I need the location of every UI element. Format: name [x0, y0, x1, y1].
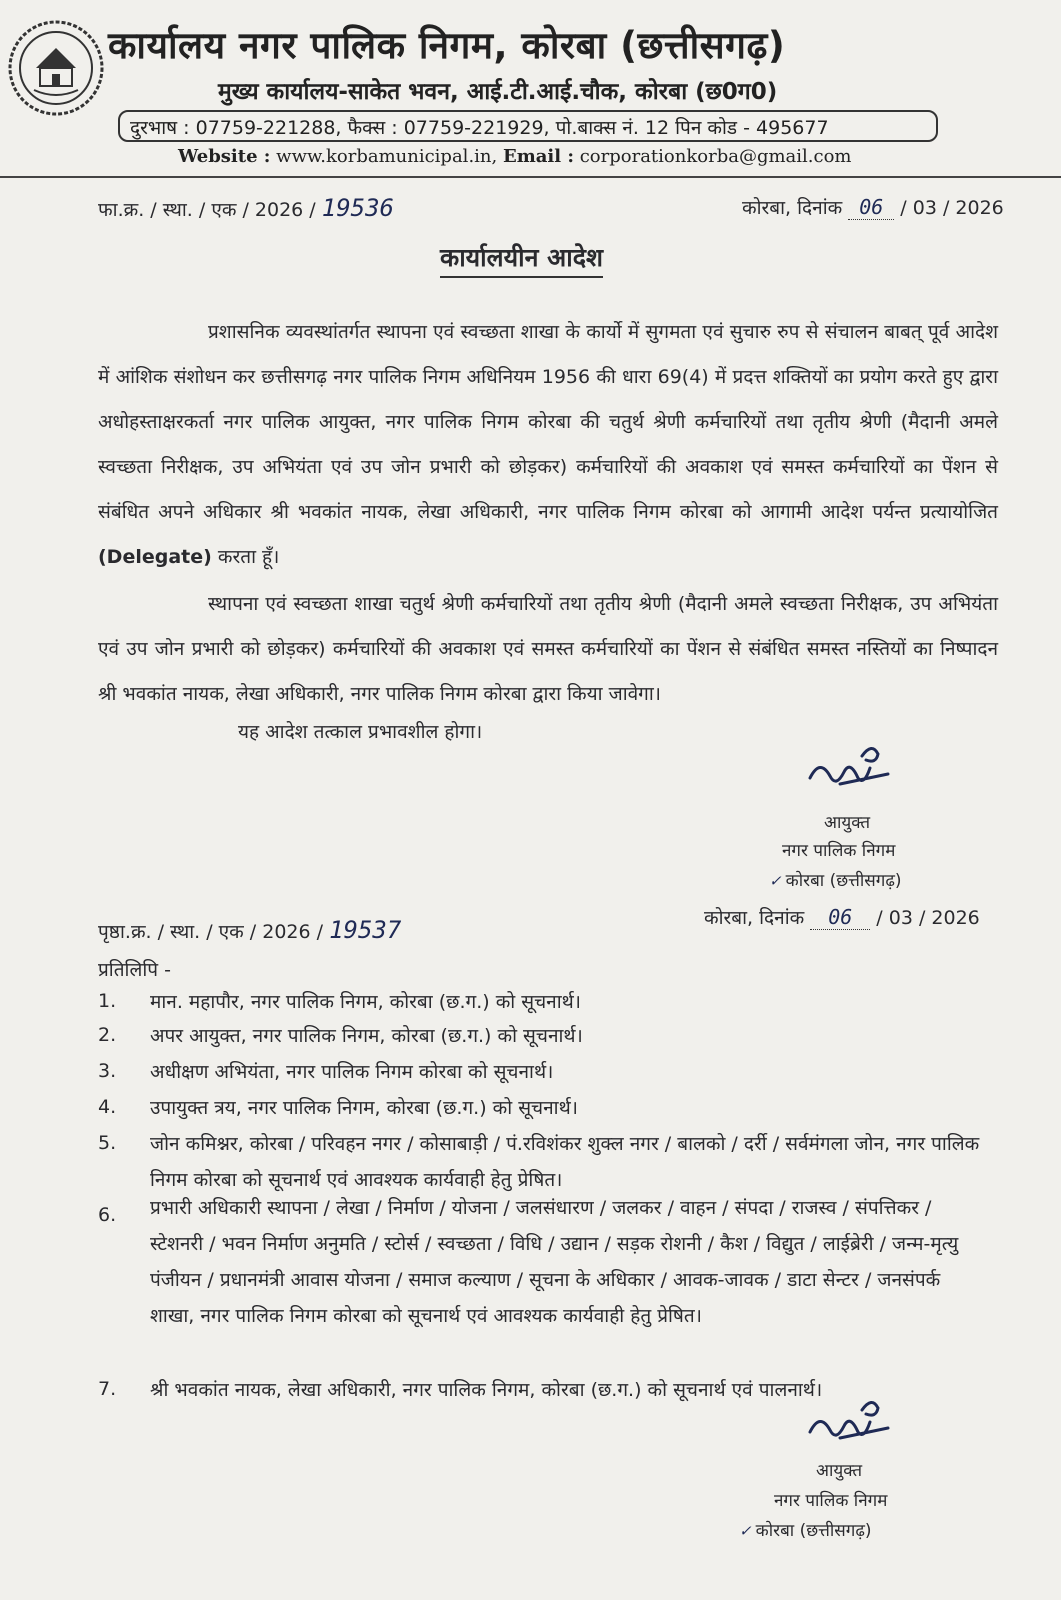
- endorsement-date-day-handwritten: 06: [810, 905, 870, 930]
- signature-designation: आयुक्त: [816, 1461, 863, 1481]
- date-prefix: कोरबा, दिनांक: [742, 197, 843, 219]
- email-link[interactable]: corporationkorba@gmail.com: [579, 146, 852, 167]
- order-paragraph-2: स्थापना एवं स्वच्छता शाखा चतुर्थ श्रेणी कर्मचारियों तथा तृतीय श्रेणी (मैदानी अमले स्वच्छता निरीक्षक, उप अभियंता एवं उप जोन प्रभारी को छोड़कर) कर्मचारियों की अवकाश एवं समस्त कर्मचारियों का पेंशन से संबंधित समस्त नस्तियों का निष्पादन श्री भवकांत नायक, लेखा अधिकारी, नगर पालिक निगम कोरबा द्वारा किया जावेगा।: [98, 593, 998, 705]
- copy-item-text: उपायुक्त त्रय, नगर पालिक निगम, कोरबा (छ.ग.) को सूचनार्थ।: [150, 1097, 578, 1119]
- date-day-handwritten: 06: [848, 195, 894, 220]
- order-paragraph-1: [98, 310, 998, 580]
- order-effect-statement: यह आदेश तत्काल प्रभावशील होगा।: [238, 721, 483, 743]
- copy-heading: प्रतिलिपि -: [98, 959, 171, 981]
- copy-item-number: 4.: [98, 1096, 117, 1118]
- website-link[interactable]: www.korbamunicipal.in,: [276, 146, 498, 167]
- paragraph-1-end: करता हूँ।: [217, 546, 280, 568]
- copy-item-number: 6.: [98, 1204, 117, 1226]
- copy-item-number: 3.: [98, 1060, 117, 1082]
- signature-block-1: [770, 738, 1020, 898]
- signature-designation: आयुक्त: [824, 813, 871, 833]
- commissioner-signature: [800, 738, 910, 798]
- letterhead-contact: दुरभाष : 07759-221288, फैक्स : 07759-221929, पो.बाक्स नं. 12 पिन कोड - 495677: [118, 110, 938, 142]
- letterhead-divider: [0, 176, 1061, 178]
- letterhead-title: कार्यालय नगर पालिक निगम, कोरबा (छत्तीसगढ़): [108, 24, 786, 67]
- endorsement-date-prefix: कोरबा, दिनांक: [704, 907, 805, 929]
- municipal-seal-logo: [6, 18, 106, 118]
- endorsement-number: [98, 916, 401, 944]
- copy-item-number: 2.: [98, 1024, 117, 1046]
- letterhead-web-email: [178, 146, 1038, 167]
- email-label: Email :: [502, 146, 574, 167]
- website-label: Website :: [178, 146, 271, 167]
- copy-list-item: [98, 1197, 998, 1364]
- copy-item-text: मान. महापौर, नगर पालिक निगम, कोरबा (छ.ग.) को सूचनार्थ।: [150, 991, 581, 1013]
- signature-organisation: नगर पालिक निगम: [774, 1491, 888, 1511]
- endorsement-handwritten-number: 19537: [329, 916, 402, 944]
- copy-item-text: प्रभारी अधिकारी स्थापना / लेखा / निर्माण / योजना / जलसंधारण / जलकर / वाहन / संपदा / राजस्व / संपत्तिकर / स्टेशनरी / भवन निर्माण अनुमति / स्टोर्स / स्वच्छता / विधि / उद्यान / सड़क रोशनी / कैश / विद्युत / लाईब्रेरी / जन्म-मृत्यु पंजीयन / प्रधानमंत्री आवास योजना / समाज कल्याण / सूचना के अधिकार / आवक-जावक / डाटा सेन्टर / जनसंपर्क शाखा, नगर पालिक निगम कोरबा को सूचनार्थ एवं आवश्यक कार्यवाही हेतु प्रेषित।: [150, 1197, 959, 1327]
- reference-number: [98, 194, 394, 222]
- copy-item-text: श्री भवकांत नायक, लेखा अधिकारी, नगर पालिक निगम, कोरबा (छ.ग.) को सूचनार्थ एवं पालनार्थ।: [150, 1379, 823, 1401]
- order-heading: कार्यालयीन आदेश: [440, 240, 603, 278]
- delegate-term: (Delegate): [98, 546, 212, 568]
- copy-item-text: अपर आयुक्त, नगर पालिक निगम, कोरबा (छ.ग.) को सूचनार्थ।: [150, 1025, 583, 1047]
- reference-handwritten-number: 19536: [321, 194, 394, 222]
- endorsement-date-rest: / 03 / 2026: [876, 907, 980, 929]
- copy-item-number: 1.: [98, 990, 117, 1012]
- order-date: [742, 194, 1004, 220]
- copy-item-number: 7.: [98, 1378, 117, 1400]
- date-rest: / 03 / 2026: [900, 197, 1004, 219]
- signature-block-2: [740, 1392, 1020, 1552]
- reference-prefix: फा.क्र. / स्था. / एक / 2026 /: [98, 199, 316, 221]
- paragraph-1-text: प्रशासनिक व्यवस्थांतर्गत स्थापना एवं स्वच्छता शाखा के कार्यो में सुगमता एवं सुचारु रुप से संचालन बाबत् पूर्व आदेश में आंशिक संशोधन कर छत्तीसगढ़ नगर पालिक निगम अधिनियम 1956 की धारा 69(4) में प्रदत्त शक्तियों का प्रयोग करते हुए द्वारा अधोहस्ताक्षरकर्ता नगर पालिक आयुक्त, नगर पालिक निगम कोरबा की चतुर्थ श्रेणी कर्मचारियों तथा तृतीय श्रेणी (मैदानी अमले स्वच्छता निरीक्षक, उप अभियंता एवं उप जोन प्रभारी को छोड़कर) कर्मचारियों की अवकाश एवं समस्त कर्मचारियों का पेंशन से संबंधित अपने अधिकार श्री भवकांत नायक, लेखा अधिकारी, नगर पालिक निगम कोरबा को आगामी आदेश पर्यन्त प्रत्यायोजित: [98, 321, 998, 523]
- endorsement-prefix: पृष्ठा.क्र. / स्था. / एक / 2026 /: [98, 921, 324, 943]
- signature-place: ✓ कोरबा (छत्तीसगढ़): [770, 871, 902, 891]
- commissioner-signature: [800, 1392, 910, 1452]
- endorsement-date: [704, 904, 980, 930]
- signature-place: ✓ कोरबा (छत्तीसगढ़): [740, 1521, 872, 1541]
- letterhead-address: मुख्य कार्यालय-साकेत भवन, आई.टी.आई.चौक, कोरबा (छ0ग0): [218, 79, 778, 105]
- copy-item-text: जोन कमिश्नर, कोरबा / परिवहन नगर / कोसाबाड़ी / पं.रविशंकर शुक्ल नगर / बालको / दर्री / सर्वमंगला जोन, नगर पालिक निगम कोरबा को सूचनार्थ एवं आवश्यक कार्यवाही हेतु प्रेषित।: [150, 1133, 980, 1191]
- copy-item-text: अधीक्षण अभियंता, नगर पालिक निगम कोरबा को सूचनार्थ।: [150, 1061, 554, 1083]
- signature-organisation: नगर पालिक निगम: [782, 841, 896, 861]
- copy-item-number: 5.: [98, 1132, 117, 1154]
